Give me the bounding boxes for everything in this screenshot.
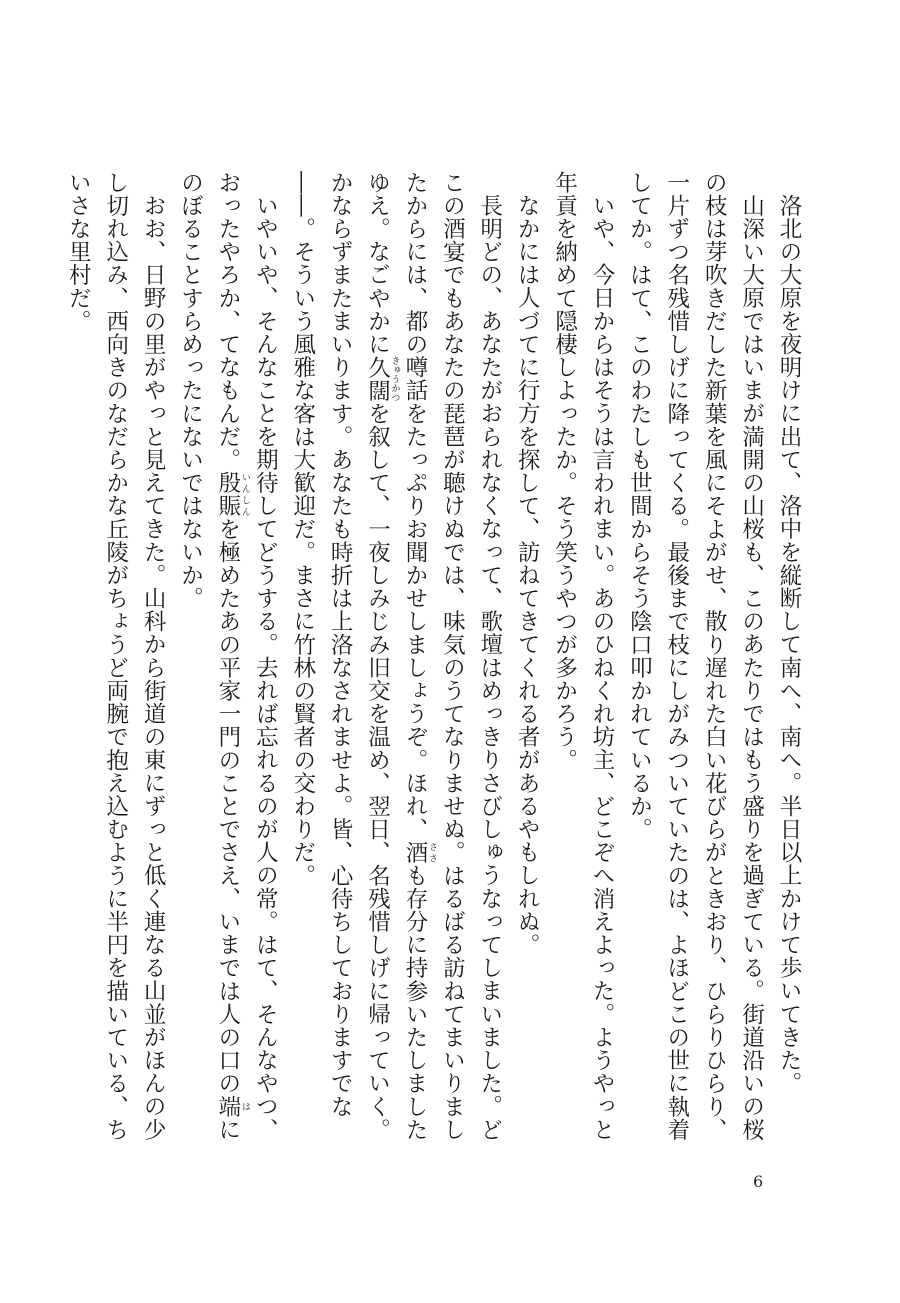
- text-run: いやいや、そんなことを期待してどうする。去れば忘れるのが人の常。はて、そんなやつ、おったやろか、てなもんだ。: [214, 171, 279, 1141]
- paragraph-p6: [171, 171, 283, 1151]
- paragraph-p1: [770, 171, 807, 1151]
- ruby-reading: は: [239, 1095, 250, 1119]
- ruby-reading: いんしん: [239, 471, 250, 518]
- text-run: いや、今日からはそうは言われまい。あのひねくれ坊主、どこぞへ消えよった。ようやっと年貢を納めて隠棲しよったか。そう笑うやつが多かろう。: [551, 171, 615, 1141]
- paragraph-p3: [545, 171, 620, 1151]
- paragraph-p4: [508, 171, 545, 1151]
- ruby-annotation: [401, 840, 437, 865]
- ruby-annotation: [364, 355, 400, 403]
- vertical-text-body: [59, 171, 807, 1151]
- page-number: 6: [753, 1172, 764, 1191]
- text-run: にのぼることすらめったにないではないか。: [177, 171, 241, 1142]
- ruby-reading: きゅうかつ: [389, 355, 400, 402]
- ruby-base: 久闊: [364, 355, 391, 403]
- ruby-base: 酒: [401, 840, 428, 865]
- text-run: も存分に持参いたしましたゆえ。なごやかに: [364, 171, 428, 1142]
- ruby-annotation: [214, 471, 250, 518]
- ruby-annotation: [214, 1095, 250, 1119]
- ruby-reading: ささ: [426, 840, 437, 864]
- text-run: を極めたあの平家一門のことでさえ、いまでは人の口の: [214, 517, 241, 1096]
- ruby-base: 殷賑: [214, 471, 241, 518]
- text-run: 長明どの、あなたがおられなくなって、歌壇はめっきりさびしゅうなってしまいました。どこの酒宴でもあなたの琵琶が聴けぬでは、味気のうてなりませぬ。はるばる訪ねてまいりましたからには、都の噂話をたっぷりお聞かせしましょうぞ。ほれ、: [401, 171, 503, 1142]
- paragraph-p2: [620, 171, 770, 1151]
- paragraph-p5: [283, 171, 507, 1151]
- paragraph-p7: [59, 171, 171, 1151]
- text-run: 山深い大原ではいまが満開の山桜も、このあたりではもう盛りを過ぎている。街道沿いの桜の枝は芽吹きだした新葉を風にそよがせ、散り遅れた白い花びらがときおり、ひらりひらり、一片ずつ名残惜しげに降ってくる。最後まで枝にしがみついていたのは、よほどこの世に執着してか。はて、このわたしも世間からそう陰口叩かれているか。: [626, 171, 765, 1142]
- text-run: を叙して、一夜しみじみ旧交を温め、翌日、名残惜しげに帰っていく。かならずまたまいります。あなたも時折は上洛なされませよ。皆、心待ちしておりますでな――。そういう風雅な客は大歓迎だ。まさに竹林の賢者の交わりだ。: [289, 171, 391, 1142]
- text-run: 洛北の大原を夜明けに出て、洛中を縦断して南へ、南へ。半日以上かけて歩いてきた。: [776, 193, 802, 1095]
- text-run: おお、日野の里がやっと見えてきた。山科から街道の東にずっと低く連なる山並がほんの少し切れ込み、西向きのなだらかな丘陵がちょうど両腕で抱え込むように半円を描いている、ちいさな里村だ。: [65, 171, 167, 1142]
- text-run: なかには人づてに行方を探して、訪ねてきてくれる者があるやもしれぬ。: [514, 193, 541, 956]
- ruby-base: 端: [214, 1095, 241, 1119]
